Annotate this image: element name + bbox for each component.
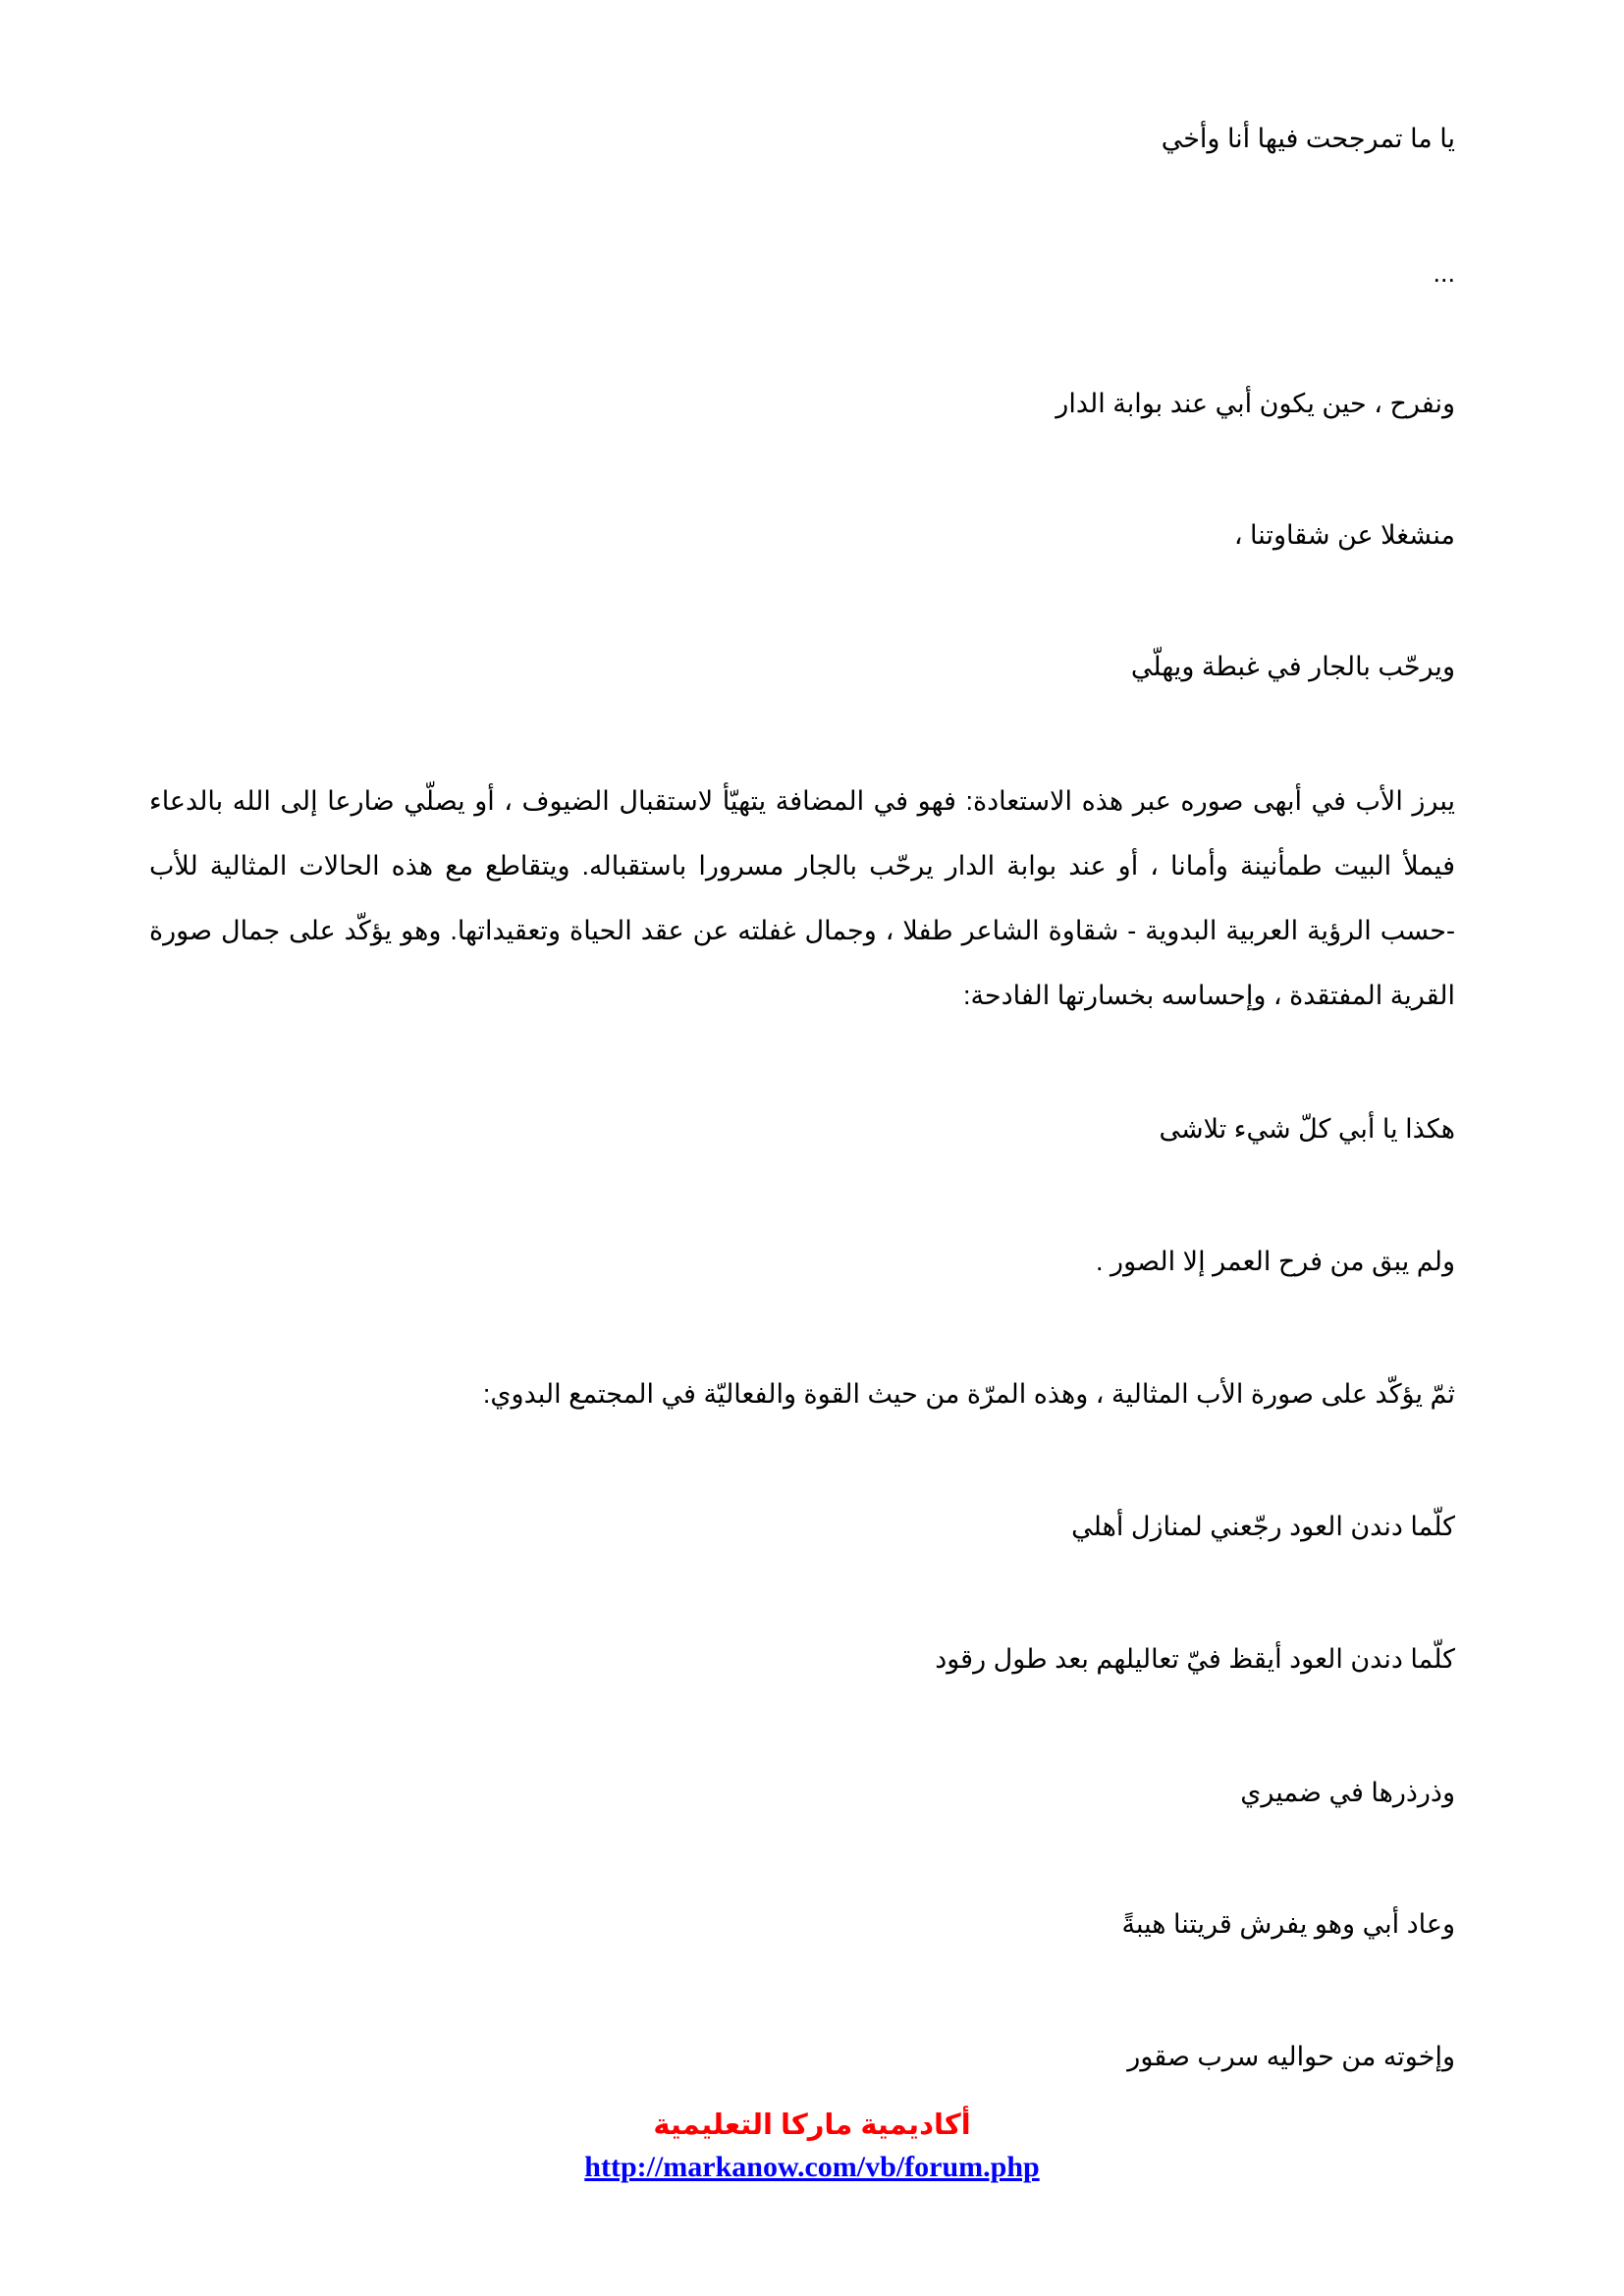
verse-line-4: ويرحّب بالجار في غبطة ويهلّي <box>1130 652 1455 681</box>
verse-line-1: يا ما تمرجحت فيها أنا وأخي <box>1161 124 1455 153</box>
footer-title: أكاديمية ماركا التعليمية <box>653 2109 971 2141</box>
verse-line-11: وإخوته من حواليه سرب صقور <box>1127 2042 1455 2071</box>
verse-line-3: منشغلا عن شقاوتنا ، <box>1233 520 1455 550</box>
commentary-paragraph: يبرز الأب في أبهى صوره عبر هذه الاستعادة: فهو في المضافة يتهيّأ لاستقبال الضيوف ، أو يصلّي ضارعا إلى الله بالدعاء فيملأ البيت طمأنينة وأمانا ، أو عند بوابة الدار يرحّب بالجار مسرورا باستقباله. ويتقاطع مع هذه الحالات المثالية للأب -حسب الرؤية العربية البدوية - شقاوة الشاعر طفلا ، وجمال غفلته عن عقد الحياة وتعقيداتها. وهو يؤكّد على جمال صورة القرية المفتقدة ، وإحساسه بخسارتها الفادحة: <box>149 786 1455 1010</box>
verse-line-6: ولم يبق من فرح العمر إلا الصور . <box>1096 1247 1455 1276</box>
verse-line-7: كلّما دندن العود رجّعني لمنازل أهلي <box>1071 1512 1455 1541</box>
verse-line-10: وعاد أبي وهو يفرش قريتنا هيبةً <box>1121 1909 1455 1939</box>
verse-line-2: ونفرح ، حين يكون أبي عند بوابة الدار <box>1056 389 1455 418</box>
verse-line-8: كلّما دندن العود أيقظ فيّ تعاليلهم بعد طول رقود <box>935 1644 1455 1674</box>
ellipsis-line: ... <box>1433 258 1455 288</box>
footer-link[interactable]: http://markanow.com/vb/forum.php <box>584 2151 1040 2183</box>
footer-link-container <box>0 2148 1624 2187</box>
commentary-line: ثمّ يؤكّد على صورة الأب المثالية ، وهذه المرّة من حيث القوة والفعاليّة في المجتمع البدوي: <box>482 1379 1455 1409</box>
verse-line-9: وذرذرها في ضميري <box>1240 1778 1455 1807</box>
verse-line-5: هكذا يا أبي كلّ شيء تلاشى <box>1159 1114 1455 1144</box>
